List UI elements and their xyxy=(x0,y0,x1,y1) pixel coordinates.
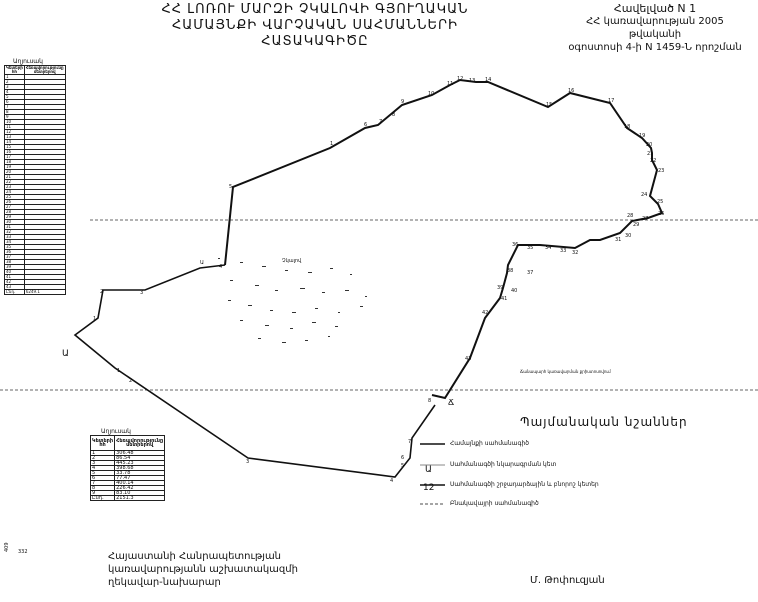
legend-turning-point-text: Սահմանագծի շրջադարձային և բնորոշ կետեր xyxy=(450,481,599,488)
point-label: 25 xyxy=(657,199,664,205)
point-label: 2 xyxy=(129,378,133,384)
upper-boundary-line xyxy=(225,80,665,398)
point-label: 3 xyxy=(140,290,144,296)
village-name: Չկալով xyxy=(282,258,302,264)
point-label: 10 xyxy=(428,91,435,97)
point-label: 32 xyxy=(572,250,579,256)
appendix-line-2: օգոստոսի 4-ի N 1459-Ն որոշման xyxy=(568,42,742,53)
small-table-distance: 33.78 xyxy=(115,471,165,476)
small-table-point: 7 xyxy=(91,481,115,486)
small-table-point: 9 xyxy=(91,491,115,496)
point-label: 1 xyxy=(117,368,121,374)
main-table-point: 31 xyxy=(5,225,25,230)
main-table-point: 29 xyxy=(5,215,25,220)
main-table-point: 20 xyxy=(5,170,25,175)
point-label: 5 xyxy=(229,184,233,190)
point-label: 2 xyxy=(100,289,104,295)
main-table-point: 26 xyxy=(5,200,25,205)
point-label: 35 xyxy=(527,245,534,251)
point-label: 15 xyxy=(546,102,553,108)
small-table-distance: 77.47 xyxy=(115,476,165,481)
main-table-point: 34 xyxy=(5,240,25,245)
small-table-total-label: Ընդ. xyxy=(91,496,115,501)
main-table-point: 37 xyxy=(5,255,25,260)
main-table-point: 3 xyxy=(5,85,25,90)
small-table-distance: 86.54 xyxy=(115,456,165,461)
main-table-header-distance: Հեռավորությունը մետրերով xyxy=(25,65,64,74)
main-table-total-label: Ընդ. xyxy=(5,290,25,295)
point-label: 7 xyxy=(408,439,412,445)
point-label: 36 xyxy=(512,242,519,248)
point-label: 8 xyxy=(392,112,396,118)
point-label: 27 xyxy=(642,216,649,222)
small-table-distance: 83.10 xyxy=(115,491,165,496)
upper-point-label: Ա xyxy=(200,260,204,266)
road-label: Ճանապարհ կառավարման քրիստոսովում xyxy=(520,369,611,374)
main-table-point: 9 xyxy=(5,115,25,120)
small-table-point: 1 xyxy=(91,451,115,456)
main-table-point: 27 xyxy=(5,205,25,210)
main-table-point: 39 xyxy=(5,265,25,270)
main-table-point: 41 xyxy=(5,275,25,280)
main-table-point: 7 xyxy=(5,105,25,110)
main-table-point: 16 xyxy=(5,150,25,155)
point-a-label: Ա xyxy=(62,349,69,359)
point-label: 40 xyxy=(511,288,518,294)
main-table-point: 38 xyxy=(5,260,25,265)
point-label: 17 xyxy=(608,98,615,104)
point-label: 1 xyxy=(93,316,97,322)
small-table-point: 2 xyxy=(91,456,115,461)
main-table-point: 35 xyxy=(5,245,25,250)
point-label: 6 xyxy=(401,455,405,461)
point-label: 41 xyxy=(501,296,508,302)
upper-point-labels xyxy=(219,76,664,362)
small-table-point: 4 xyxy=(91,466,115,471)
main-table-point: 22 xyxy=(5,180,25,185)
point-label: 14 xyxy=(485,77,492,83)
main-table-point: 24 xyxy=(5,190,25,195)
point-label: 7 xyxy=(379,119,383,125)
point-label: 42 xyxy=(482,310,489,316)
main-table-header-points: Կետերի հհ xyxy=(6,65,23,74)
small-table-distance: 226.42 xyxy=(115,486,165,491)
main-table-point: 32 xyxy=(5,230,25,235)
small-table-point: 6 xyxy=(91,476,115,481)
legend-settlement-boundary-text: Բնակավայրի սահմանագիծ xyxy=(450,500,539,507)
main-table-point: 28 xyxy=(5,210,25,215)
footer-line-1: Հայաստանի Հանրապետության xyxy=(108,551,282,562)
main-table-point: 43 xyxy=(5,285,25,290)
point-label: 6 xyxy=(364,122,368,128)
point-label: 26 xyxy=(658,211,665,217)
main-table-point: 5 xyxy=(5,95,25,100)
small-table-total-value: 2151.3 xyxy=(115,496,165,501)
main-table-point: 36 xyxy=(5,250,25,255)
point-label: 4 xyxy=(219,264,223,270)
main-table-point: 13 xyxy=(5,135,25,140)
main-table-point: 19 xyxy=(5,165,25,170)
title-line-3: ՀԱՏԱԿԱԳԻԾԸ xyxy=(261,34,369,49)
appendix-line-1: ՀՀ կառավարության 2005 թվականի xyxy=(586,16,724,40)
small-table-point: 8 xyxy=(91,486,115,491)
point-label: 1 xyxy=(330,141,334,147)
point-label: 31 xyxy=(615,237,622,243)
main-table-point: 42 xyxy=(5,280,25,285)
point-label: 11 xyxy=(447,81,454,87)
title-line-2: ՀԱՄԱՅՆՔԻ ՎԱՐՉԱԿԱՆ ՍԱՀՄԱՆՆԵՐԻ xyxy=(172,18,458,33)
point-label: 13 xyxy=(469,78,476,84)
legend-title: Պայմանական նշաններ xyxy=(520,415,688,429)
small-distance-table xyxy=(90,428,164,501)
main-table-point: 14 xyxy=(5,140,25,145)
main-table-point: 18 xyxy=(5,160,25,165)
point-label: 9 xyxy=(401,99,405,105)
small-table-distance: 400.14 xyxy=(115,481,165,486)
main-table-point: 40 xyxy=(5,270,25,275)
village-area xyxy=(218,258,367,343)
footer-line-3: ղեկավար-նախարար xyxy=(108,577,221,588)
legend-letter-code: Ա xyxy=(425,465,432,475)
point-label: 5 xyxy=(401,463,405,469)
main-table-point: 21 xyxy=(5,175,25,180)
page-number-left: 409 xyxy=(4,542,10,552)
main-table-caption: Աղյուսակ xyxy=(13,58,43,65)
point-label: 34 xyxy=(545,245,552,251)
main-table-point: 33 xyxy=(5,235,25,240)
small-table-distance: 445.23 xyxy=(115,461,165,466)
small-table-distance: 306.48 xyxy=(115,451,165,456)
small-table-header-distance: Հեռավորությունը մետրերով xyxy=(115,436,165,451)
signature-block xyxy=(108,550,298,589)
title-line-1: ՀՀ ԼՈՌՈՒ ՄԱՐԶԻ ՉԿԱԼՈՎԻ ԳՅՈՒՂԱԿԱՆ xyxy=(161,2,469,17)
point-label: 16 xyxy=(568,88,575,94)
point-label: 30 xyxy=(625,233,632,239)
legend-description-point-text: Սահմանագծի նկարագրման կետ xyxy=(450,461,557,468)
point-label: 18 xyxy=(624,124,631,130)
point-label: 12 xyxy=(457,76,464,82)
point-label: 19 xyxy=(639,133,646,139)
main-table-point: 11 xyxy=(5,125,25,130)
main-table-point: 25 xyxy=(5,195,25,200)
main-table-point: 2 xyxy=(5,80,25,85)
main-table-point: 1 xyxy=(5,75,25,80)
legend-number-code: 12 xyxy=(423,483,435,493)
main-table-point: 23 xyxy=(5,185,25,190)
point-label: 39 xyxy=(497,285,504,291)
main-table-grid xyxy=(4,65,66,295)
footer-line-2: կառավարությանն աշխատակազմի xyxy=(108,564,298,575)
main-table-point: 6 xyxy=(5,100,25,105)
point-label: 22 xyxy=(650,158,657,164)
point-c-label: Ճ xyxy=(448,398,455,407)
point-label: 28 xyxy=(627,213,634,219)
small-table-point: 5 xyxy=(91,471,115,476)
point-label: 4 xyxy=(390,478,394,484)
point-label: 24 xyxy=(641,192,648,198)
point-label: 20 xyxy=(646,142,653,148)
point-label: 37 xyxy=(527,270,534,276)
signatory-name: Մ. Թոփուզյան xyxy=(530,575,605,586)
main-table-point: 12 xyxy=(5,130,25,135)
point-label: 43 xyxy=(465,356,472,362)
main-distance-table xyxy=(4,58,64,295)
point-label: 33 xyxy=(560,248,567,254)
main-table-point: 17 xyxy=(5,155,25,160)
point-label: 29 xyxy=(633,222,640,228)
appendix-heading: Հավելված N 1 xyxy=(613,2,697,15)
legend-boundary-text: Համայնքի սահմանագիծ xyxy=(450,440,529,447)
small-table-point: 3 xyxy=(91,461,115,466)
main-table-point: 4 xyxy=(5,90,25,95)
point-label: 8 xyxy=(428,398,432,404)
main-table-point: 30 xyxy=(5,220,25,225)
main-table-total-value: 6249.1 xyxy=(24,290,65,295)
page-number-bottom: 332 xyxy=(18,549,28,555)
small-table-caption: Աղյուսակ xyxy=(101,428,131,435)
main-table-point: 15 xyxy=(5,145,25,150)
main-table-point: 10 xyxy=(5,120,25,125)
legend-symbols xyxy=(420,444,445,504)
small-table-header-points: Կետերի հհ xyxy=(91,436,115,451)
point-label: 38 xyxy=(507,268,514,274)
point-label: 23 xyxy=(658,168,665,174)
small-table-distance: 398.68 xyxy=(115,466,165,471)
point-label: 21 xyxy=(647,151,654,157)
main-table-point: 8 xyxy=(5,110,25,115)
point-label: 3 xyxy=(246,459,250,465)
small-table-grid xyxy=(90,435,165,501)
